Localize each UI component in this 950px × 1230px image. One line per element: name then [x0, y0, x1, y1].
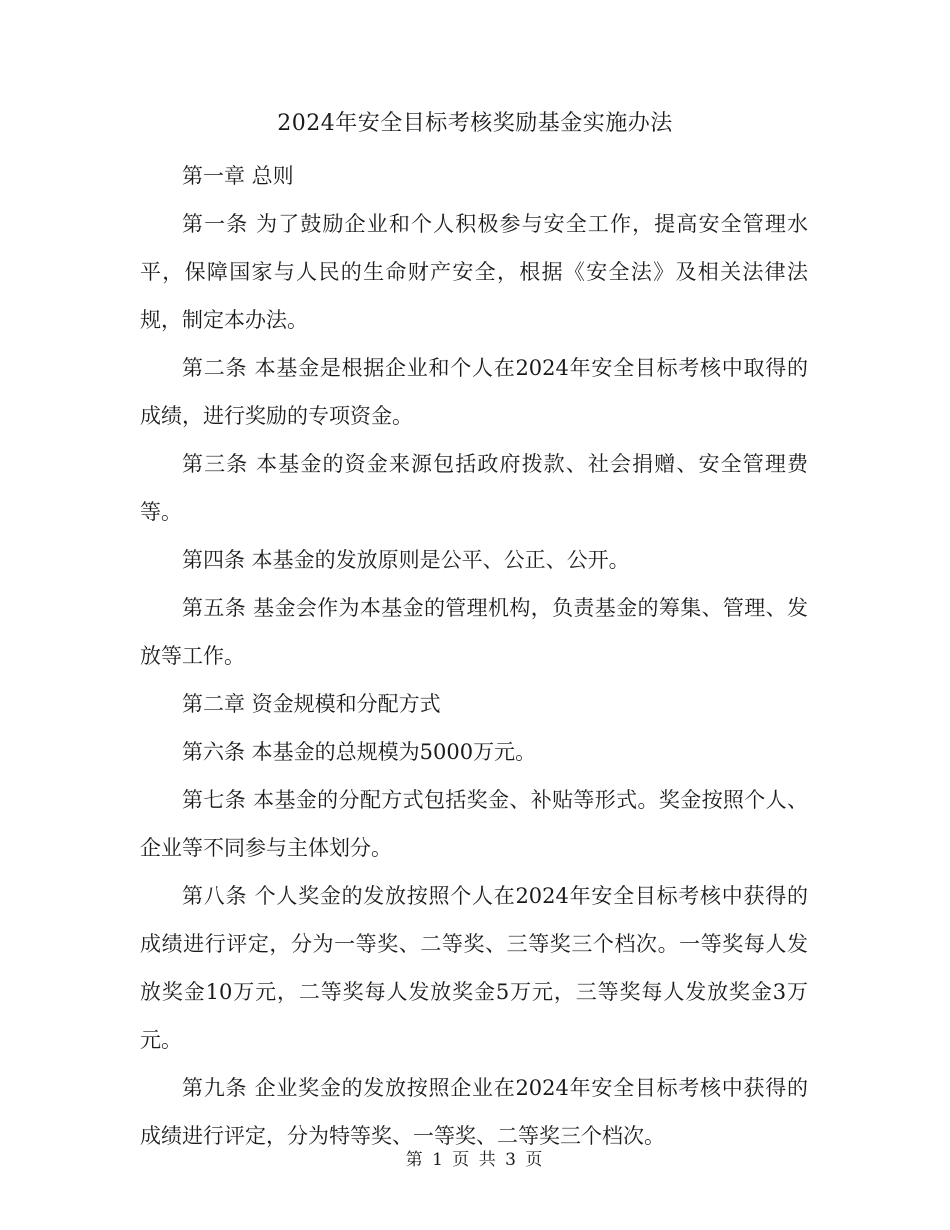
article-paragraph: 第二条 本基金是根据企业和个人在2024年安全目标考核中取得的成绩，进行奖励的专项资金。: [140, 356, 808, 428]
article-paragraph: 第八条 个人奖金的发放按照个人在2024年安全目标考核中获得的成绩进行评定，分为一等奖、二等奖、三等奖三个档次。一等奖每人发放奖金10万元，二等奖每人发放奖金5万元，三等奖每人发放奖金3万元。: [140, 884, 808, 1052]
document-title: 2024年安全目标考核奖励基金实施办法: [277, 111, 673, 136]
article-paragraph: 第六条 本基金的总规模为5000万元。: [182, 740, 537, 764]
article-paragraph: 第三条 本基金的资金来源包括政府拨款、社会捐赠、安全管理费等。: [140, 452, 808, 524]
chapter-heading: 第一章 总则: [182, 164, 294, 188]
article-paragraph: 第四条 本基金的发放原则是公平、公正、公开。: [182, 548, 630, 572]
chapter-heading: 第二章 资金规模和分配方式: [182, 692, 441, 716]
document-body: [140, 152, 808, 1160]
article-paragraph: 第七条 本基金的分配方式包括奖金、补贴等形式。奖金按照个人、企业等不同参与主体划分。: [140, 788, 808, 860]
article-paragraph: 第九条 企业奖金的发放按照企业在2024年安全目标考核中获得的成绩进行评定，分为特等奖、一等奖、二等奖三个档次。: [140, 1076, 808, 1148]
article-paragraph: 第五条 基金会作为本基金的管理机构，负责基金的筹集、管理、发放等工作。: [140, 596, 808, 668]
article-paragraph: 第一条 为了鼓励企业和个人积极参与安全工作，提高安全管理水平，保障国家与人民的生命财产安全，根据《安全法》及相关法律法规，制定本办法。: [140, 212, 808, 332]
page-number-footer: 第 1 页 共 3 页: [405, 1150, 545, 1170]
